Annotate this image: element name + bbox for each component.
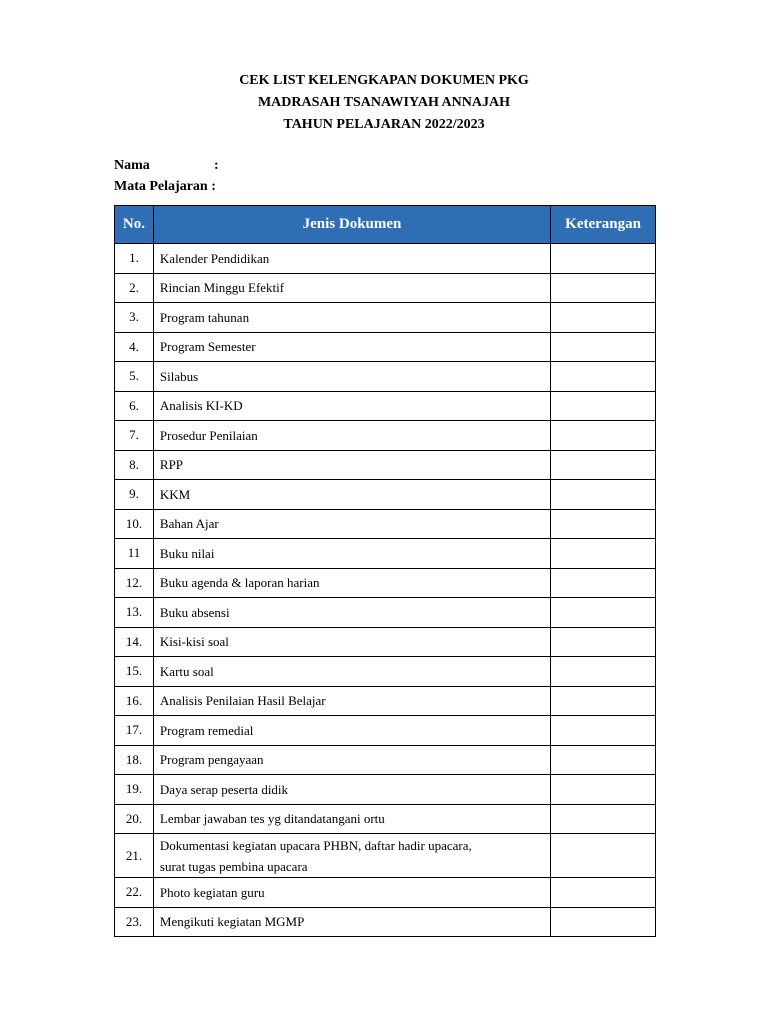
table-row — [115, 539, 656, 569]
row-number: 6. — [115, 391, 154, 421]
document-name: Rincian Minggu Efektif — [153, 273, 550, 303]
remarks-cell[interactable] — [551, 362, 656, 392]
document-name: KKM — [153, 480, 550, 510]
remarks-cell[interactable] — [551, 804, 656, 834]
remarks-cell[interactable] — [551, 450, 656, 480]
table-row — [115, 686, 656, 716]
row-number: 12. — [115, 568, 154, 598]
document-name: Program Semester — [153, 332, 550, 362]
remarks-cell[interactable] — [551, 480, 656, 510]
remarks-cell[interactable] — [551, 273, 656, 303]
table-row — [115, 421, 656, 451]
table-row — [115, 775, 656, 805]
row-number: 1. — [115, 244, 154, 274]
row-number: 15. — [115, 657, 154, 687]
document-name: Kalender Pendidikan — [153, 244, 550, 274]
table-row — [115, 907, 656, 937]
table-row — [115, 834, 656, 878]
row-number: 21. — [115, 834, 154, 878]
remarks-cell[interactable] — [551, 303, 656, 333]
table-row — [115, 303, 656, 333]
title-line-3: TAHUN PELAJARAN 2022/2023 — [283, 117, 485, 132]
document-name: Photo kegiatan guru — [153, 878, 550, 908]
document-name: Kartu soal — [153, 657, 550, 687]
subject-row — [114, 176, 219, 197]
row-number: 3. — [115, 303, 154, 333]
table-row — [115, 878, 656, 908]
table-row — [115, 332, 656, 362]
table-row — [115, 273, 656, 303]
document-name — [153, 834, 550, 878]
document-name: Kisi-kisi soal — [153, 627, 550, 657]
table-row — [115, 627, 656, 657]
remarks-cell[interactable] — [551, 244, 656, 274]
remarks-cell[interactable] — [551, 686, 656, 716]
row-number: 17. — [115, 716, 154, 746]
row-number: 19. — [115, 775, 154, 805]
document-name-line-1: Dokumentasi kegiatan upacara PHBN, daftar hadir upacara, — [159, 837, 472, 853]
title-line-1: CEK LIST KELENGKAPAN DOKUMEN PKG — [239, 73, 529, 88]
document-name: Program pengayaan — [153, 745, 550, 775]
document-name-line-2: surat tugas pembina upacara — [159, 858, 308, 874]
remarks-cell[interactable] — [551, 598, 656, 628]
table-row — [115, 716, 656, 746]
table-row — [115, 509, 656, 539]
row-number: 7. — [115, 421, 154, 451]
remarks-cell[interactable] — [551, 391, 656, 421]
row-number: 2. — [115, 273, 154, 303]
name-row — [114, 155, 219, 176]
column-header-remarks: Keterangan — [551, 206, 656, 244]
row-number: 23. — [115, 907, 154, 937]
document-name: Prosedur Penilaian — [153, 421, 550, 451]
document-name: RPP — [153, 450, 550, 480]
remarks-cell[interactable] — [551, 716, 656, 746]
table-row — [115, 804, 656, 834]
row-number: 18. — [115, 745, 154, 775]
subject-label: Mata Pelajaran — [114, 179, 208, 194]
row-number: 4. — [115, 332, 154, 362]
remarks-cell[interactable] — [551, 332, 656, 362]
row-number: 11 — [115, 539, 154, 569]
document-name: Buku absensi — [153, 598, 550, 628]
remarks-cell[interactable] — [551, 421, 656, 451]
row-number: 22. — [115, 878, 154, 908]
teacher-info — [114, 155, 219, 197]
table-row — [115, 450, 656, 480]
document-name: Program remedial — [153, 716, 550, 746]
remarks-cell[interactable] — [551, 568, 656, 598]
remarks-cell[interactable] — [551, 878, 656, 908]
table-row — [115, 568, 656, 598]
document-name: Analisis KI-KD — [153, 391, 550, 421]
document-name: Bahan Ajar — [153, 509, 550, 539]
row-number: 20. — [115, 804, 154, 834]
column-header-no: No. — [115, 206, 154, 244]
table-row — [115, 657, 656, 687]
document-name: Silabus — [153, 362, 550, 392]
name-colon: : — [214, 158, 219, 173]
remarks-cell[interactable] — [551, 657, 656, 687]
remarks-cell[interactable] — [551, 539, 656, 569]
document-name: Analisis Penilaian Hasil Belajar — [153, 686, 550, 716]
remarks-cell[interactable] — [551, 509, 656, 539]
remarks-cell[interactable] — [551, 834, 656, 878]
remarks-cell[interactable] — [551, 775, 656, 805]
table-row — [115, 480, 656, 510]
remarks-cell[interactable] — [551, 627, 656, 657]
table-row — [115, 598, 656, 628]
table-row — [115, 745, 656, 775]
document-title — [0, 70, 768, 136]
document-name: Daya serap peserta didik — [153, 775, 550, 805]
row-number: 10. — [115, 509, 154, 539]
row-number: 13. — [115, 598, 154, 628]
row-number: 5. — [115, 362, 154, 392]
document-name: Buku agenda & laporan harian — [153, 568, 550, 598]
table-header-row — [115, 206, 656, 244]
row-number: 14. — [115, 627, 154, 657]
subject-colon: : — [207, 179, 216, 194]
title-line-2: MADRASAH TSANAWIYAH ANNAJAH — [257, 95, 511, 110]
document-name: Lembar jawaban tes yg ditandatangani ortu — [153, 804, 550, 834]
remarks-cell[interactable] — [551, 745, 656, 775]
row-number: 9. — [115, 480, 154, 510]
row-number: 16. — [115, 686, 154, 716]
document-checklist-table — [114, 205, 656, 937]
name-label: Nama — [114, 158, 150, 173]
document-name: Buku nilai — [153, 539, 550, 569]
row-number: 8. — [115, 450, 154, 480]
document-name: Mengikuti kegiatan MGMP — [153, 907, 550, 937]
table-row — [115, 244, 656, 274]
remarks-cell[interactable] — [551, 907, 656, 937]
document-name: Program tahunan — [153, 303, 550, 333]
table-row — [115, 391, 656, 421]
table-row — [115, 362, 656, 392]
column-header-document: Jenis Dokumen — [153, 206, 550, 244]
